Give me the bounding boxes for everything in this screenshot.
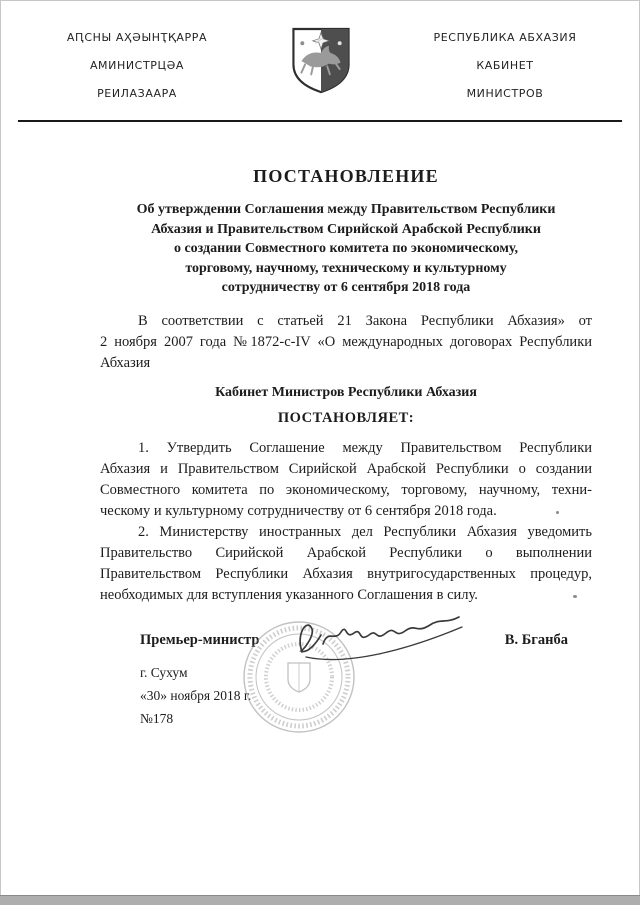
header-divider [18,120,622,122]
document-title: ПОСТАНОВЛЕНИЕ [253,166,439,186]
handwritten-signature [292,612,467,670]
clause-1 [100,438,592,522]
clause-2-line-1: 2. Министерству иностранных дел Республики Абхазия уведомить [138,523,592,540]
document-subject [100,200,592,298]
clause-2-line-3: Правительством Республики Абхазия внутригосударственных процедур, [100,565,592,582]
letterhead-russian-block [396,24,614,108]
issuer-line: Кабинет Министров Республики Абхазия [215,384,477,400]
letterhead-russian-line-1: РЕСПУБЛИКА АБХАЗИЯ [433,31,577,44]
coat-of-arms-icon [289,25,353,102]
document-letterhead [0,0,640,108]
preamble-line-1: В соответствии с статьей 21 Закона Республики Абхазия» от [138,312,592,329]
clause-1-line-2: Абхазия и Правительством Сирийской Арабской Республики о создании [100,460,592,477]
letterhead-russian-line-2: КАБИНЕТ [476,59,534,72]
letterhead-russian-line-3: МИНИСТРОВ [466,87,544,100]
scan-artifact [573,595,577,598]
scan-edge-shadow [0,895,640,905]
letterhead-abkhaz-block [28,24,246,108]
subject-line-3: о создании Совместного комитета по экономическому, [173,241,519,256]
subject-line-1: Об утверждении Соглашения между Правительством Республики [136,202,556,217]
footer-date: «30» ноября 2018 г. [140,687,252,703]
letterhead-abkhaz-line-2: АМИНИСТРЦӘА [89,59,185,72]
preamble-line-2: 2 ноября 2007 года №1872-с-IV «О международных договорах Республики [100,333,592,350]
scan-artifact [556,511,559,514]
clause-1-line-4: ческому и культурному сотрудничеству от 6 сентября 2018 года. [100,502,497,519]
preamble-line-3: Абхазия [100,354,151,371]
signature-name: В. Бганба [504,631,568,648]
footer-city: г. Сухум [140,664,188,680]
signature-role: Премьер-министр [140,631,260,648]
preamble-paragraph [100,311,592,374]
subject-line-5: сотрудничеству от 6 сентября 2018 года [221,280,471,295]
resolution-keyword: ПОСТАНОВЛЯЕТ: [277,409,415,426]
letterhead-abkhaz-line-3: РЕИЛАЗААРА [97,87,177,100]
clause-1-line-1: 1. Утвердить Соглашение между Правительством Республики [138,439,592,456]
clause-2-line-2: Правительство Сирийской Арабской Республики о выполнении [100,544,592,561]
subject-line-2: Абхазия и Правительством Сирийской Арабской Республики [151,221,541,237]
clause-2 [100,522,592,606]
footer-number: №178 [140,710,174,726]
subject-line-4: торговому, научному, техническому и культурному [185,260,507,276]
letterhead-abkhaz-line-1: АԤСНЫ АҲӘЫНҬҚАРРА [66,31,208,44]
clause-2-line-4: необходимых для вступления указанного Соглашения в силу. [100,586,478,603]
clause-1-line-3: Совместного комитета по экономическому, торговому, научному, техни- [100,481,592,498]
